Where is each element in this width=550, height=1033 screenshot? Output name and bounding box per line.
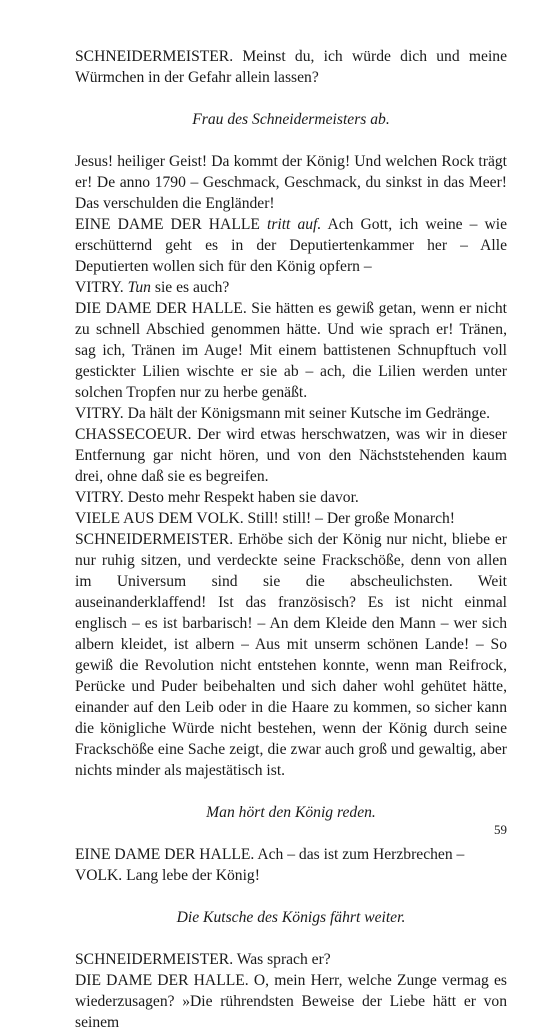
speaker-name: SCHNEIDERMEISTER. [75, 951, 234, 968]
speech-block [75, 970, 507, 1033]
speech-text: Der wird etwas herschwatzen, was wir in dieser Entfernung gar nicht hören, und von den Nächststehenden kaum drei, ohne daß sie es begreifen. [75, 426, 507, 485]
speech-text: Erhöbe sich der König nur nicht, bliebe er nur ruhig sitzen, und verdeckte seine Frackschöße, denn von allen im Universum sind sie die abscheulichsten. Weit auseinanderklaffend! Ist das französisch? Es ist nicht einmal englisch – es ist barbarisch! – An dem Kleide den Mann – wer sich albern kleidet, ist albern – Aus mit unserm schönen Lande! – So gewiß die Revolution nicht entstehen konnte, wenn man Reifrock, Perücke und Puder beibehalten und sich daher wohl gehütet hätte, einander auf den Leib oder in die Haare zu kommen, so sicher kann die königliche Würde nicht bestehen, wenn der König durch seine Frackschöße eine Sache zeigt, die zwar auch groß und gewaltig, aber nichts minder als majestätisch ist. [75, 531, 507, 779]
speaker-name: VITRY. [75, 279, 124, 296]
speaker-name: CHASSECOEUR. [75, 426, 192, 443]
stage-direction: Die Kutsche des Königs fährt weiter. [176, 909, 406, 926]
speech-text: Ach Gott, ich weine – wie erschütternd geht es in der Deputiertenkammer her – Alle Deputierten wollen sich für den König opfern – [75, 216, 508, 275]
speaker-name: VOLK. [75, 867, 123, 884]
speech-block [75, 46, 507, 88]
speech-block [75, 298, 507, 403]
speech-block [75, 529, 507, 781]
speech-block [75, 403, 507, 424]
speech-text: Sie hätten es gewiß getan, wenn er nicht zu schnell Abschied genommen hätte. Und wie sprach er! Tränen, sag ich, Tränen im Auge! Mit einem battistenen Schnupftuch voll gestickter Lilien wischte er sie ab – ach, die Lilien werden unter solchen Tropfen nur zu herbe genäßt. [75, 300, 507, 401]
page-number: 59 [494, 822, 507, 837]
speech-block [75, 151, 507, 214]
stage-direction: Man hört den König reden. [206, 804, 376, 821]
speech-block [75, 424, 507, 487]
speaker-name: VIELE AUS DEM VOLK. [75, 510, 244, 527]
speech-text: Lang lebe der König! [122, 867, 260, 884]
speaker-name: SCHNEIDERMEISTER. [75, 48, 234, 65]
speech-text: Still! still! – Der große Monarch! [243, 510, 455, 527]
speech-text: sie es auch? [150, 279, 230, 296]
speech-text: Ach – das ist zum Herzbrechen – [254, 846, 465, 863]
page-text-column [75, 46, 507, 1033]
speech-text: Jesus! heiliger Geist! Da kommt der König! Und welchen Rock trägt er! De anno 1790 – Geschmack, Geschmack, du sinkst in das Meer! Das verschulden die Engländer! [75, 153, 507, 212]
speech-block [75, 214, 507, 277]
speech-block [75, 949, 507, 970]
speech-block [75, 487, 507, 508]
speaker-name: SCHNEIDERMEISTER. [75, 531, 234, 548]
speech-block [75, 865, 507, 886]
speaker-name: DIE DAME DER HALLE. [75, 300, 247, 317]
speech-text: O, mein Herr, welche Zunge vermag es wiederzusagen? »Die rührendsten Beweise der Liebe hätt er von seinem [75, 972, 507, 1031]
speaker-name: EINE DAME DER HALLE. [75, 846, 255, 863]
speech-text: Da hält der Königsmann mit seiner Kutsche im Gedränge. [123, 405, 491, 422]
speaker-name: VITRY. [75, 405, 124, 422]
speech-text: Was sprach er? [233, 951, 331, 968]
speaker-name: EINE DAME DER HALLE [75, 216, 260, 233]
speech-text: Meinst du, ich würde dich und meine Würmchen in der Gefahr allein lassen? [75, 48, 507, 86]
speaker-name: DIE DAME DER HALLE. [75, 972, 249, 989]
speech-text: Desto mehr Respekt haben sie davor. [123, 489, 359, 506]
speech-block [75, 277, 507, 298]
stage-direction: Frau des Schneidermeisters ab. [192, 111, 390, 128]
speech-block [75, 844, 507, 865]
inline-stage-direction: tritt auf. [266, 216, 322, 233]
emphasized-word: Tun [127, 279, 151, 296]
speech-block [75, 508, 507, 529]
speaker-name: VITRY. [75, 489, 124, 506]
